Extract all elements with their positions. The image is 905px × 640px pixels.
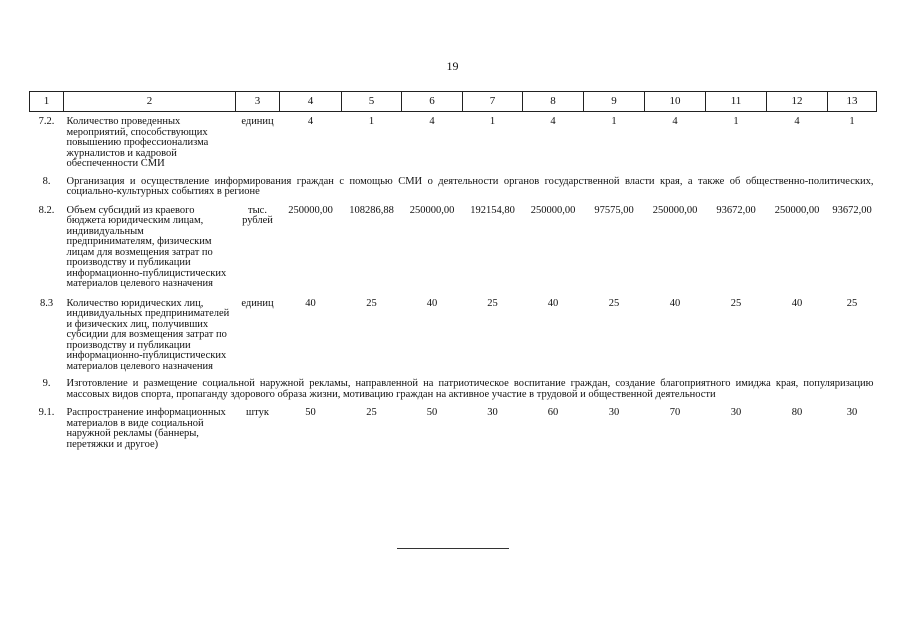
- unit-of-measure: тыс. рублей: [242, 204, 273, 226]
- indicator-value: 30: [730, 407, 742, 418]
- indicator-value: 40: [791, 297, 803, 309]
- column-number: 1: [30, 92, 64, 112]
- indicator-value: 1: [368, 116, 375, 127]
- indicator-value: 30: [846, 407, 858, 418]
- column-number: 2: [64, 92, 236, 112]
- indicator-value: 30: [608, 407, 620, 418]
- unit-of-measure: штук: [246, 407, 269, 418]
- table-body: [30, 92, 877, 455]
- indicator-value: 25: [366, 407, 377, 418]
- column-number: 6: [402, 92, 463, 112]
- indicator-value: 25: [608, 297, 620, 309]
- section-row: [30, 376, 877, 403]
- unit-of-measure: единиц: [241, 297, 274, 309]
- indicator-value: 4: [307, 116, 314, 127]
- section-row: [30, 174, 877, 201]
- indicator-value: 50: [426, 407, 438, 418]
- indicator-name: Количество проведенных мероприятий, способствующих повышению профессионализма журналистов и кадровой обеспеченности СМИ: [66, 116, 209, 169]
- indicator-number: 7.2.: [38, 116, 55, 127]
- indicator-value: 250000,00: [652, 204, 698, 216]
- indicator-value: 250000,00: [774, 204, 820, 216]
- indicator-value: 1: [733, 116, 739, 127]
- column-number: 10: [645, 92, 706, 112]
- indicator-number: 8.3: [39, 297, 54, 309]
- section-number: 8.: [42, 175, 51, 187]
- indicator-value: 1: [489, 116, 496, 127]
- indicator-value: 25: [730, 297, 742, 309]
- indicator-value: 192154,80: [470, 204, 515, 216]
- indicator-value: 250000,00: [409, 204, 455, 216]
- indicator-value: 108286,88: [349, 204, 394, 216]
- indicator-value: 40: [305, 297, 316, 309]
- column-number: 11: [706, 92, 767, 112]
- indicator-value: 25: [366, 297, 377, 309]
- indicator-name: Объем субсидий из краевого бюджета юридическим лицам, индивидуальным предпринимателям, физическим лицам для возмещения затрат по производству и публикации информационно-публицистических материалов целевого назначения: [66, 204, 227, 289]
- indicator-value: 80: [791, 407, 803, 418]
- indicator-value: 50: [305, 407, 316, 418]
- indicator-value: 25: [846, 297, 858, 309]
- indicator-value: 4: [672, 116, 678, 127]
- column-number: 12: [767, 92, 828, 112]
- indicator-value: 40: [426, 297, 438, 309]
- indicator-value: 250000,00: [288, 204, 333, 216]
- indicator-value: 25: [487, 297, 498, 309]
- indicator-number: 9.1.: [38, 407, 55, 418]
- unit-of-measure: единиц: [241, 116, 274, 127]
- column-number: 13: [828, 92, 877, 112]
- indicator-value: 1: [849, 116, 855, 127]
- section-title: Организация и осуществление информирования граждан с помощью СМИ о деятельности органов государственной власти края, а также об общественно-политических, социально-культурных событиях в регионе: [66, 175, 874, 197]
- column-number-row: [30, 92, 877, 112]
- indicator-name: Количество юридических лиц, индивидуальных предпринимателей и физических лиц, получивших субсидии для возмещения затрат по производству и публикации информационно-публицистических материалов целевого назначения: [66, 297, 230, 372]
- column-number: 3: [236, 92, 280, 112]
- column-number: 4: [280, 92, 342, 112]
- indicator-value: 70: [669, 407, 681, 418]
- table-row: [30, 201, 877, 294]
- indicator-value: 250000,00: [530, 204, 576, 216]
- indicator-value: 40: [669, 297, 681, 309]
- table-row: [30, 112, 877, 174]
- indicator-value: 1: [611, 116, 617, 127]
- indicators-table: [29, 91, 877, 454]
- indicator-name: Распространение информационных материалов в виде социальной наружной рекламы (баннеры, перетяжки и другое): [66, 407, 226, 450]
- section-number: 9.: [42, 378, 51, 389]
- column-number: 8: [523, 92, 584, 112]
- indicator-value: 97575,00: [594, 204, 634, 216]
- indicator-value: 4: [429, 116, 435, 127]
- column-number: 5: [342, 92, 402, 112]
- section-title: Изготовление и размещение социальной наружной рекламы, направленной на патриотическое воспитание граждан, создание благоприятного имиджа края, популяризацию массовых видов спорта, пропаганду здорового образа жизни, мотивацию граждан на активное участие в трудовой и общественной деятельности: [66, 378, 874, 400]
- indicator-value: 93672,00: [716, 204, 756, 216]
- indicator-value: 30: [487, 407, 498, 418]
- indicator-value: 4: [550, 116, 556, 127]
- indicator-value: 4: [794, 116, 800, 127]
- indicator-number: 8.2.: [38, 204, 55, 216]
- indicator-value: 40: [547, 297, 559, 309]
- table-row: [30, 294, 877, 377]
- table-row: [30, 403, 877, 454]
- column-number: 9: [584, 92, 645, 112]
- footer-separator-line: [397, 548, 509, 549]
- page-number: 19: [446, 59, 459, 73]
- column-number: 7: [463, 92, 523, 112]
- indicator-value: 93672,00: [832, 204, 872, 216]
- indicator-value: 60: [547, 407, 559, 418]
